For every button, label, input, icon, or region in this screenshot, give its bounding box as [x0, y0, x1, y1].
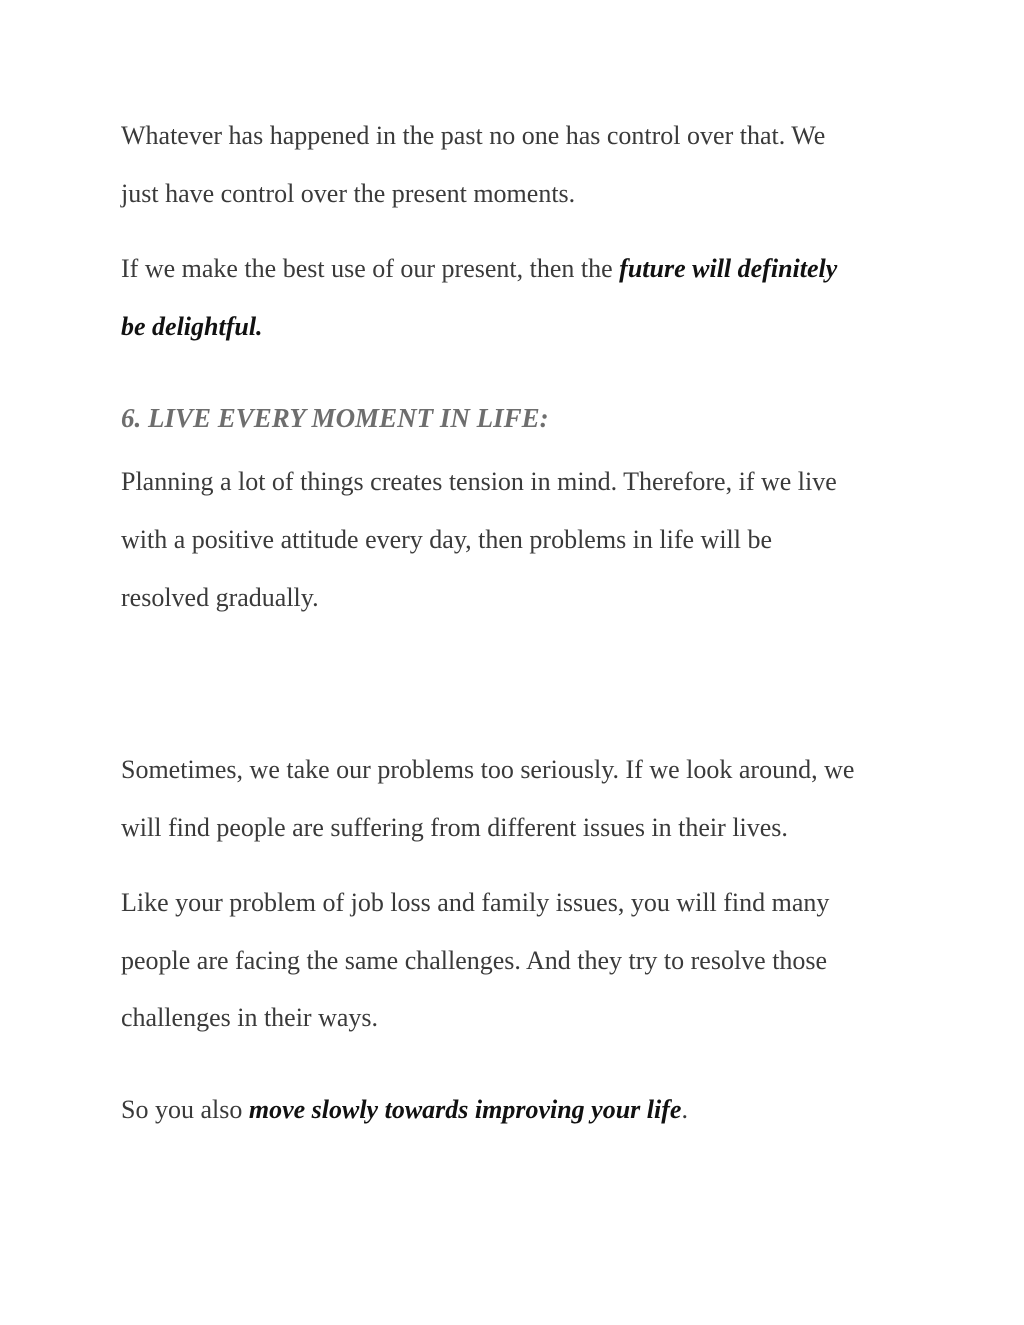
- paragraph-sometimes-line-1: Sometimes, we take our problems too seriously. If we look around, we: [121, 755, 855, 784]
- paragraph-present-line-1: [121, 254, 837, 284]
- paragraph-job-loss-line-3: challenges in their ways.: [121, 1003, 379, 1032]
- paragraph-conclusion-emphasis: move slowly towards improving your life: [248, 1095, 682, 1124]
- paragraph-sometimes-line-2: will find people are suffering from different issues in their lives.: [121, 813, 788, 842]
- paragraph-conclusion-period: .: [681, 1095, 688, 1124]
- paragraph-conclusion: [121, 1095, 688, 1125]
- paragraph-job-loss-line-2: people are facing the same challenges. And they try to resolve those: [121, 946, 828, 975]
- paragraph-conclusion-text: So you also: [121, 1095, 249, 1124]
- paragraph-past-line-2: just have control over the present moments.: [121, 179, 576, 208]
- paragraph-planning-line-3: resolved gradually.: [121, 583, 319, 612]
- paragraph-planning-line-1: Planning a lot of things creates tension in mind. Therefore, if we live: [121, 467, 837, 496]
- paragraph-present-text: If we make the best use of our present, then the: [121, 254, 620, 283]
- paragraph-past-line-1: Whatever has happened in the past no one has control over that. We: [121, 121, 826, 150]
- paragraph-present-emphasis-2: be delightful.: [121, 312, 263, 341]
- paragraph-job-loss-line-1: Like your problem of job loss and family issues, you will find many: [121, 888, 830, 917]
- paragraph-present-line-2: [121, 312, 263, 342]
- paragraph-planning-line-2: with a positive attitude every day, then problems in life will be: [121, 525, 773, 554]
- paragraph-present-emphasis: future will definitely: [619, 254, 838, 283]
- section-heading: 6. LIVE EVERY MOMENT IN LIFE:: [121, 403, 549, 433]
